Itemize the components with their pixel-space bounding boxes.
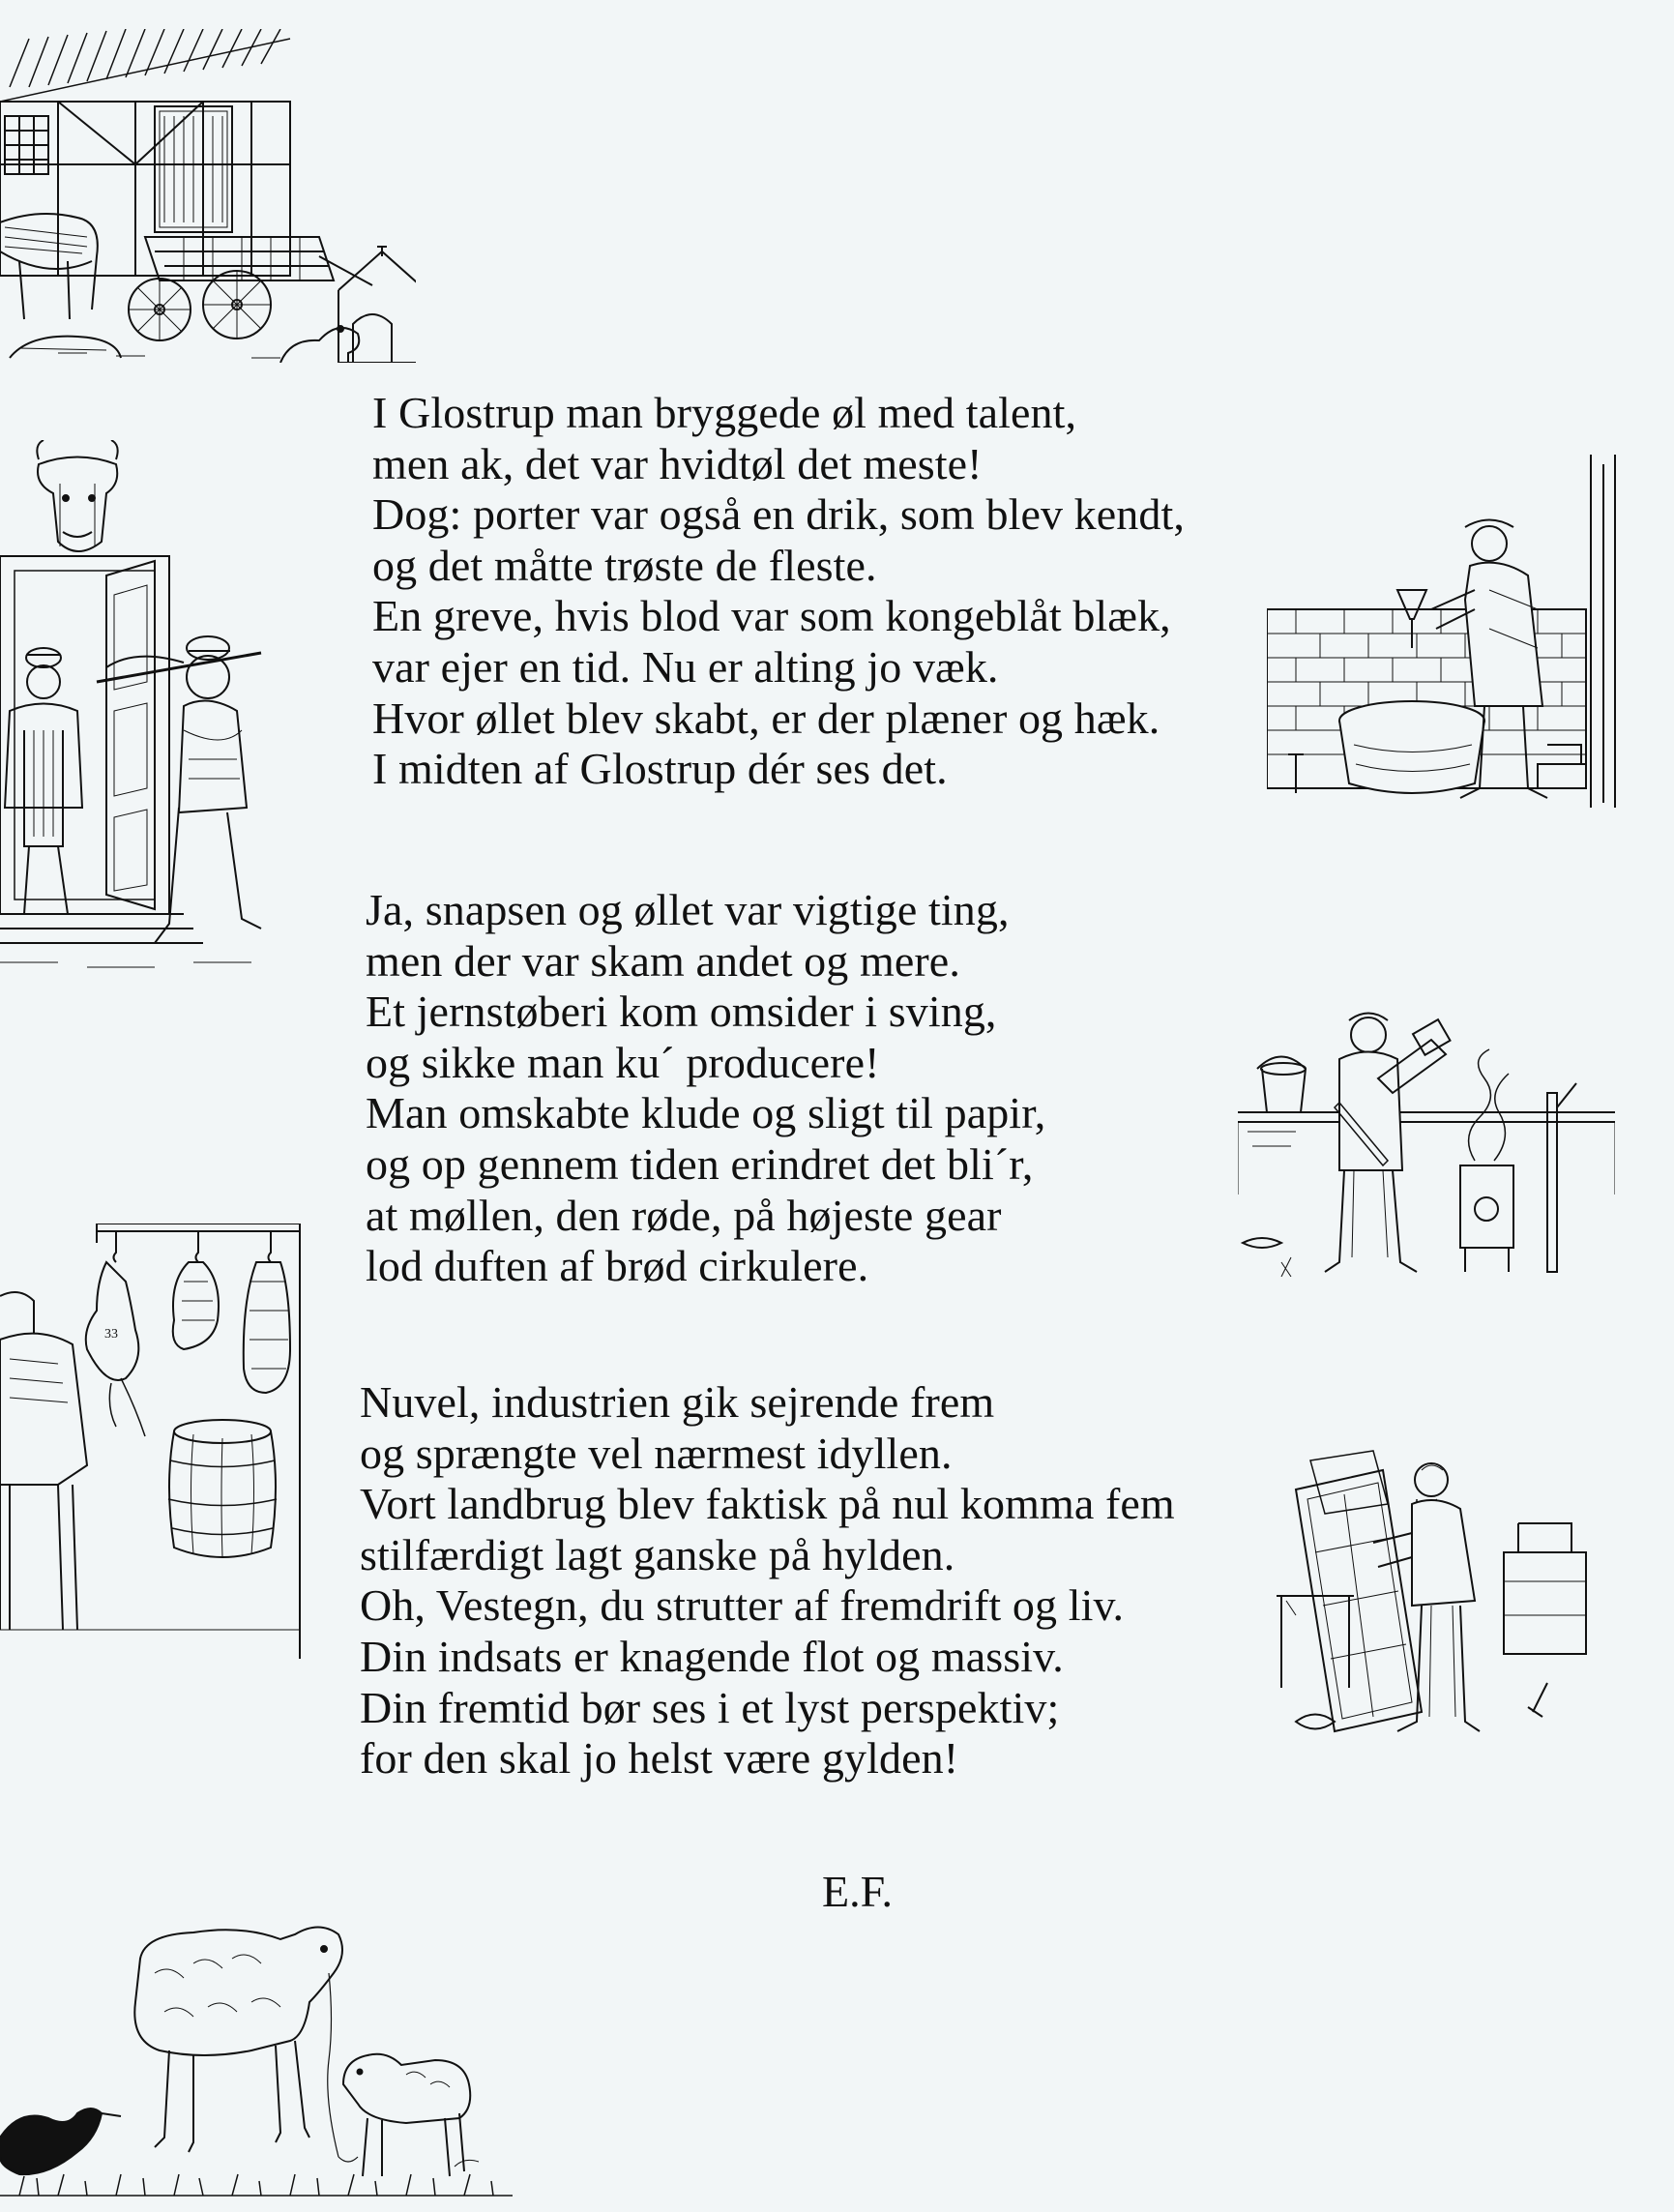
poem-line: Din indsats er knagende flot og massiv.	[360, 1631, 1064, 1681]
poem-line: og det måtte trøste de fleste.	[372, 540, 877, 590]
poem-line: stilfærdigt lagt ganske på hylden.	[360, 1529, 955, 1579]
farmyard-illustration	[0, 29, 416, 363]
svg-text:33: 33	[104, 1327, 118, 1342]
poem-line: og op gennem tiden erindret det bli´r,	[366, 1138, 1034, 1189]
poem-line: for den skal jo helst være gylden!	[360, 1733, 959, 1784]
poem-line: og sprængte vel nærmest idyllen.	[360, 1428, 953, 1478]
author-signature: E.F.	[822, 1867, 893, 1916]
poem-line: En greve, hvis blod var som kongeblåt blæk,	[372, 591, 1171, 641]
poem-line: Hvor øllet blev skabt, er der plæner og hæk.	[372, 693, 1160, 743]
poem-stanza-1	[372, 388, 1185, 795]
sheep-illustration	[0, 1867, 513, 2212]
poem-line: Oh, Vestegn, du strutter af fremdrift og liv.	[360, 1580, 1125, 1631]
poem-line: I Glostrup man bryggede øl med talent,	[372, 388, 1077, 437]
poem-stanza-3	[360, 1377, 1175, 1784]
poem-line: og sikke man ku´ producere!	[366, 1037, 880, 1087]
poem-line: I midten af Glostrup dér ses det.	[372, 744, 948, 794]
butcher-shop-illustration	[0, 440, 290, 982]
foundry-illustration	[1238, 1001, 1615, 1277]
poem-stanza-2	[366, 885, 1045, 1292]
poem-line: Din fremtid bør ses i et lyst perspektiv;	[360, 1682, 1060, 1732]
poem-line: Man omskabte klude og sligt til papir,	[366, 1088, 1046, 1138]
poem-line: men ak, det var hvidtøl det meste!	[372, 438, 983, 488]
poem-line: Et jernstøberi kom omsider i sving,	[366, 987, 997, 1037]
poem-line: Nuvel, industrien gik sejrende frem	[360, 1377, 995, 1427]
glazier-illustration	[1277, 1427, 1615, 1746]
poem-line: lod duften af brød cirkulere.	[366, 1241, 869, 1291]
meat-hooks-illustration	[0, 1224, 305, 1659]
poem-line: Ja, snapsen og øllet var vigtige ting,	[366, 885, 1010, 934]
poem-line: Dog: porter var også en drik, som blev kendt,	[372, 489, 1185, 540]
poem-line: at møllen, den røde, på højeste gear	[366, 1190, 1002, 1240]
poem-line: Vort landbrug blev faktisk på nul komma fem	[360, 1479, 1175, 1529]
brewer-illustration	[1267, 455, 1649, 808]
poem-line: men der var skam andet og mere.	[366, 935, 960, 986]
poem-line: var ejer en tid. Nu er alting jo væk.	[372, 641, 999, 692]
